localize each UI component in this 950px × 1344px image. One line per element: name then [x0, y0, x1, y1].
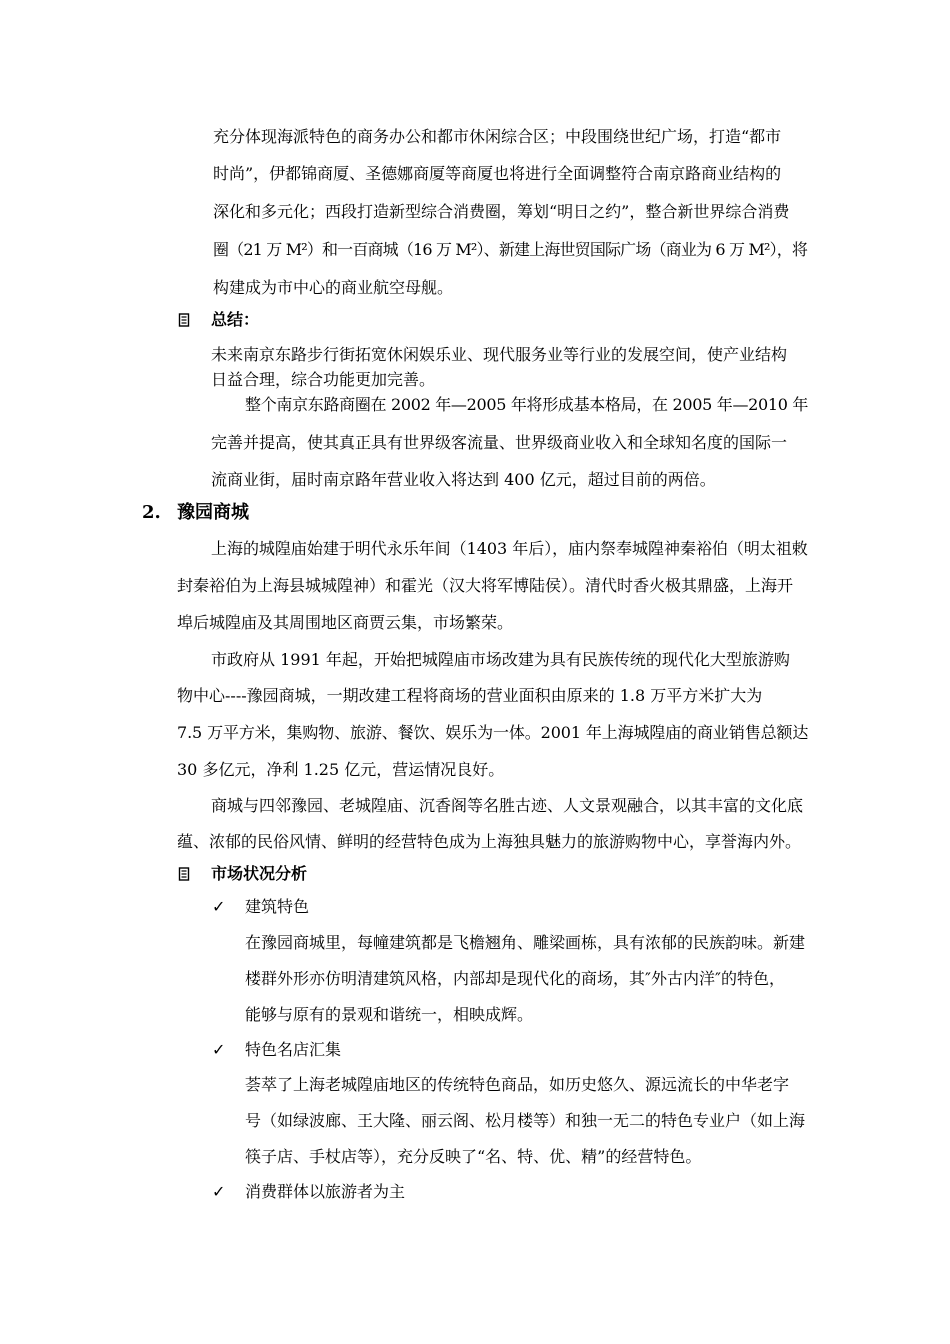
item-1-text-line-1: 在豫园商城里，每幢建筑都是飞檐翘角、雕梁画栋，具有浓郁的民族韵味。新建	[245, 933, 806, 952]
paragraph-3-line-1: 上海的城隍庙始建于明代永乐年间（1403 年后），庙内祭奉城隍神秦裕伯（明太祖敕	[211, 539, 808, 558]
item-2-text-line-2: 号（如绿波廊、王大隆、丽云阁、松月楼等）和独一无二的特色专业户（如上海	[245, 1111, 806, 1130]
checkmark-icon: ✓	[212, 897, 226, 916]
paragraph-4-line-2: 物中心----豫园商城，一期改建工程将商场的营业面积由原来的 1.8 万平方米扩大为	[177, 686, 763, 705]
paragraph-1-line-1: 充分体现海派特色的商务办公和都市休闲综合区；中段围绕世纪广场，打造“都市	[213, 127, 782, 146]
item-1-text-line-2: 楼群外形亦仿明清建筑风格，内部却是现代化的商场，其″外古内洋″的特色，	[245, 969, 785, 988]
checkmark-icon: ✓	[212, 1182, 226, 1201]
paragraph-4-line-4: 30 多亿元，净利 1.25 亿元，营运情况良好。	[177, 760, 505, 779]
checkmark-icon: ✓	[212, 1040, 226, 1059]
paragraph-5-line-1: 商城与四邻豫园、老城隍庙、沉香阁等名胜古迹、人文景观融合，以其丰富的文化底	[211, 796, 804, 815]
item-2-text-line-1: 荟萃了上海老城隍庙地区的传统特色商品，如历史悠久、源远流长的中华老字	[245, 1075, 790, 1094]
document-bullet-icon	[178, 313, 190, 327]
market-analysis-label: 市场状况分析	[211, 864, 308, 883]
item-2-text-line-3: 筷子店、手杖店等），充分反映了“名、特、优、精”的经营特色。	[245, 1147, 702, 1166]
summary-text-line-2: 日益合理，综合功能更加完善。	[211, 370, 436, 389]
paragraph-1-line-5: 构建成为市中心的商业航空母舰。	[213, 278, 454, 297]
paragraph-3-line-3: 埠后城隍庙及其周围地区商贾云集，市场繁荣。	[177, 613, 514, 632]
item-3-label: 消费群体以旅游者为主	[245, 1182, 406, 1201]
paragraph-4-line-3: 7.5 万平方米，集购物、旅游、餐饮、娱乐为一体。2001 年上海城隍庙的商业销售总额达	[177, 723, 809, 742]
paragraph-3-line-2: 封秦裕伯为上海县城城隍神）和霍光（汉大将军博陆侯）。清代时香火极其鼎盛，上海开	[177, 576, 794, 595]
section-2-title: 豫园商城	[177, 502, 249, 523]
summary-text-line-1: 未来南京东路步行街拓宽休闲娱乐业、现代服务业等行业的发展空间，使产业结构	[211, 345, 788, 364]
item-2-label: 特色名店汇集	[245, 1040, 342, 1059]
paragraph-2-line-1: 整个南京东路商圈在 2002 年—2005 年将形成基本格局，在 2005 年—2010 年	[245, 395, 809, 414]
item-1-label: 建筑特色	[245, 897, 310, 916]
document-bullet-icon	[178, 867, 190, 881]
paragraph-5-line-2: 蕴、浓郁的民俗风情、鲜明的经营特色成为上海独具魅力的旅游购物中心，享誉海内外。	[177, 832, 802, 851]
item-1-text-line-3: 能够与原有的景观和谐统一，相映成辉。	[245, 1005, 534, 1024]
paragraph-1-line-3: 深化和多元化；西段打造新型综合消费圈，筹划“明日之约”，整合新世界综合消费	[213, 202, 790, 221]
summary-label: 总结：	[211, 310, 260, 329]
paragraph-1-line-2: 时尚”，伊都锦商厦、圣德娜商厦等商厦也将进行全面调整符合南京路商业结构的	[213, 164, 782, 183]
paragraph-1-line-4: 圈（21 万 M²）和一百商城（16 万 M²）、新建上海世贸国际广场（商业为 6 万 M²），将	[213, 240, 808, 259]
paragraph-2-line-3: 流商业街，届时南京路年营业收入将达到 400 亿元，超过目前的两倍。	[211, 470, 716, 489]
section-2-number: 2.	[142, 502, 161, 523]
paragraph-2-line-2: 完善并提高，使其真正具有世界级客流量、世界级商业收入和全球知名度的国际一	[211, 433, 788, 452]
paragraph-4-line-1: 市政府从 1991 年起，开始把城隍庙市场改建为具有民族传统的现代化大型旅游购	[211, 650, 790, 669]
